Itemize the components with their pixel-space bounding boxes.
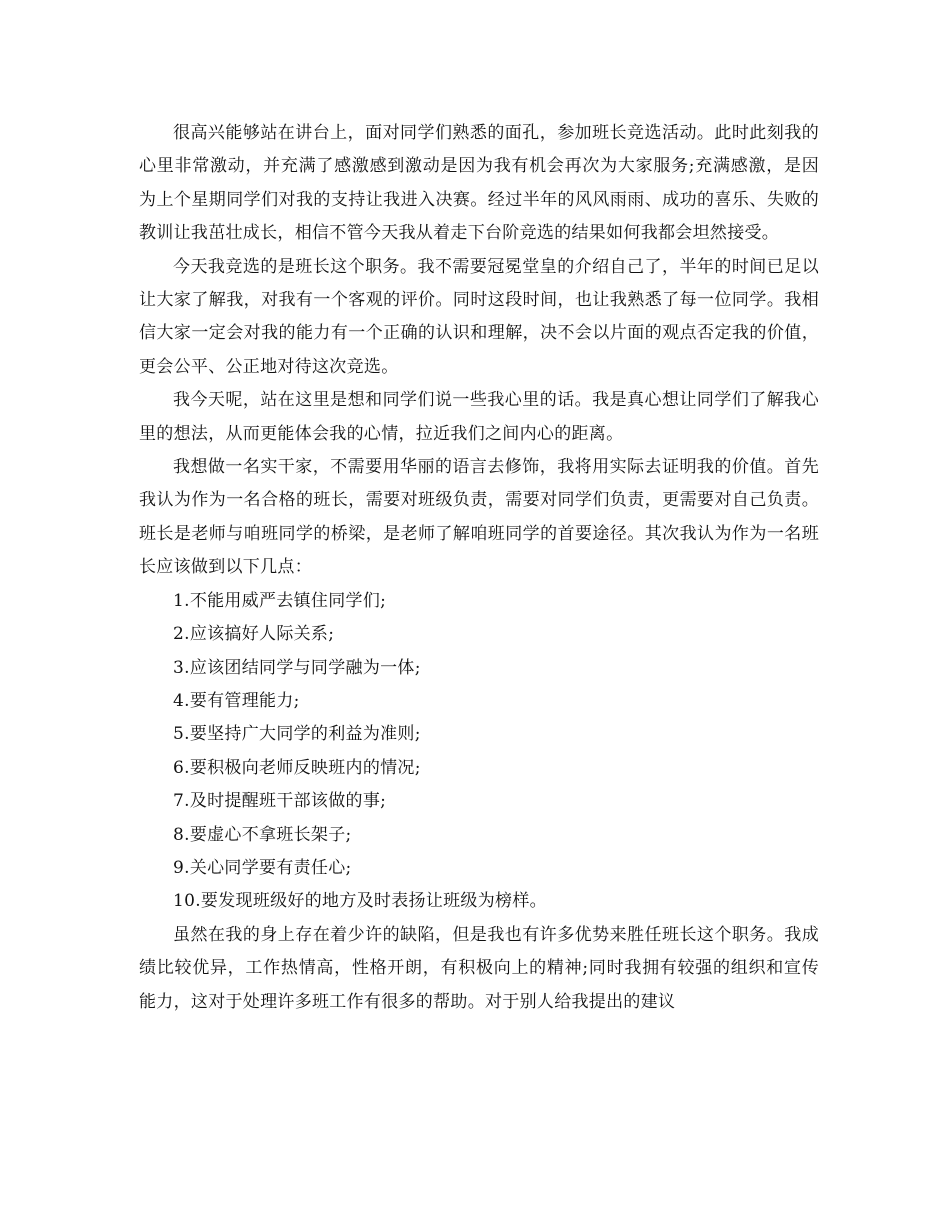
duties-list xyxy=(139,585,819,919)
list-item: 8.要虚心不拿班长架子; xyxy=(173,824,352,845)
list-item: 7.及时提醒班干部该做的事; xyxy=(173,791,387,812)
list-item: 3.应该团结同学与同学融为一体; xyxy=(173,657,421,678)
list-item: 9.关心同学要有责任心; xyxy=(173,857,352,878)
list-item: 6.要积极向老师反映班内的情况; xyxy=(173,757,421,778)
paragraph-strengths: 虽然在我的身上存在着少许的缺陷，但是我也有许多优势来胜任班长这个职务。我成绩比较优异，工作热情高，性格开朗，有积极向上的精神;同时我拥有较强的组织和宣传能力，这对于处理许多班工作有很多的帮助。对于别人给我提出的建议 xyxy=(139,924,819,1012)
paragraph-intro: 很高兴能够站在讲台上，面对同学们熟悉的面孔，参加班长竞选活动。此时此刻我的心里非常激动，并充满了感激感到激动是因为我有机会再次为大家服务;充满感激，是因为上个星期同学们对我的支持让我进入决赛。经过半年的风风雨雨、成功的喜乐、失败的教训让我茁壮成长，相信不管今天我从着走下台阶竞选的结果如何我都会坦然接受。 xyxy=(139,123,819,244)
list-item: 4.要有管理能力; xyxy=(173,690,300,711)
list-item: 10.要发现班级好的地方及时表扬让班级为榜样。 xyxy=(173,891,547,912)
document-body xyxy=(139,117,819,1019)
paragraph-position: 今天我竞选的是班长这个职务。我不需要冠冕堂皇的介绍自己了，半年的时间已足以让大家了解我，对我有一个客观的评价。同时这段时间，也让我熟悉了每一位同学。我相信大家一定会对我的能力有一个正确的认识和理解，决不会以片面的观点否定我的价值，更会公平、公正地对待这次竞选。 xyxy=(139,256,819,377)
paragraph-heart-words: 我今天呢，站在这里是想和同学们说一些我心里的话。我是真心想让同学们了解我心里的想法，从而更能体会我的心情，拉近我们之间内心的距离。 xyxy=(139,390,819,444)
list-item: 1.不能用威严去镇住同学们; xyxy=(173,590,387,611)
list-item: 5.要坚持广大同学的利益为准则; xyxy=(173,724,421,745)
paragraph-doer: 我想做一名实干家，不需要用华丽的语言去修饰，我将用实际去证明我的价值。首先我认为作为一名合格的班长，需要对班级负责，需要对同学们负责，更需要对自己负责。班长是老师与咱班同学的桥梁，是老师了解咱班同学的首要途径。其次我认为作为一名班长应该做到以下几点： xyxy=(139,457,819,578)
list-item: 2.应该搞好人际关系; xyxy=(173,624,335,645)
